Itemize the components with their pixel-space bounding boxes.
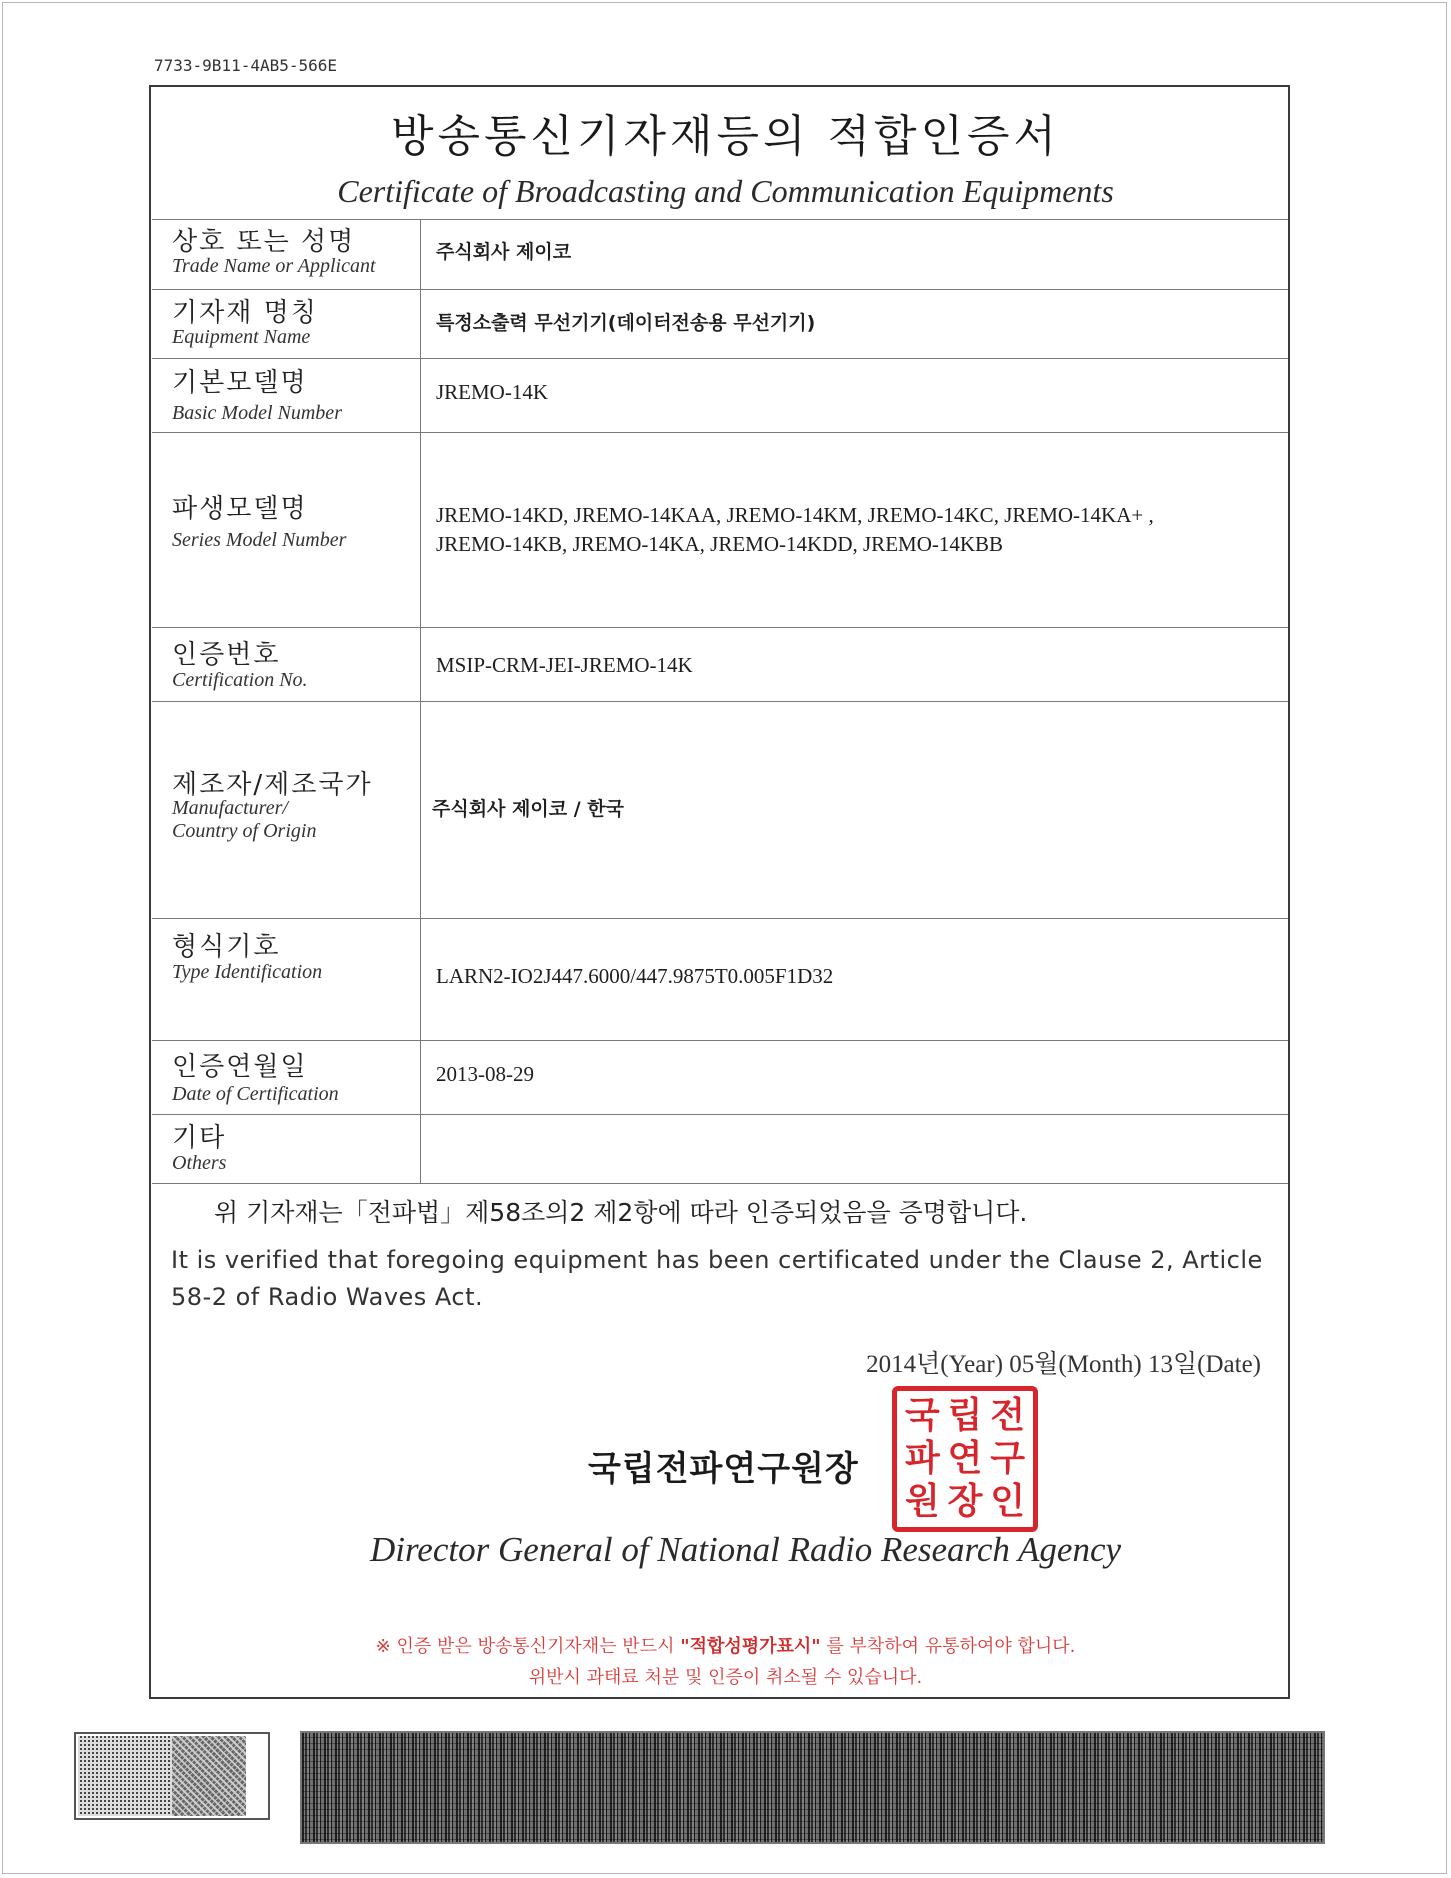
document-code: 7733-9B11-4AB5-566E (154, 56, 338, 75)
label-english-line1: Manufacturer/ (172, 797, 288, 819)
label-english: Series Model Number (172, 529, 347, 551)
label-english: Basic Model Number (172, 402, 342, 424)
seal-character: 장 (947, 1480, 983, 1522)
seal-character: 립 (947, 1395, 983, 1437)
row-divider (152, 432, 1288, 433)
label-english: Type Identification (172, 961, 323, 983)
certificate-title-korean: 방송통신기자재등의 적합인증서 (390, 111, 1061, 162)
security-barcode-image (300, 1731, 1325, 1844)
seal-character: 인 (990, 1480, 1026, 1522)
official-red-seal (892, 1386, 1038, 1532)
statement-korean: 위 기자재는「전파법」제58조의2 제2항에 따라 인증되었음을 증명합니다. (214, 1198, 1028, 1227)
notice-emphasis: "적합성평가표시" (680, 1636, 821, 1657)
notice-prefix: ※ 인증 받은 방송통신기자재는 반드시 (375, 1636, 681, 1657)
label-korean: 기본모델명 (172, 368, 308, 398)
row-divider (152, 289, 1288, 290)
seal-character: 연 (947, 1437, 983, 1479)
table-top-line (152, 219, 1288, 220)
series-model-value-line1: JREMO-14KD, JREMO-14KAA, JREMO-14KM, JREMO-14KC, JREMO-14KA+ , (436, 503, 1154, 527)
label-korean: 형식기호 (172, 932, 281, 962)
label-english: Trade Name or Applicant (172, 255, 376, 277)
label-english: Equipment Name (172, 326, 311, 348)
notice-line-1 (0, 1632, 1451, 1658)
certificate-title-english: Certificate of Broadcasting and Communication Equipments (337, 173, 1114, 209)
seal-character: 전 (990, 1395, 1026, 1437)
series-model-value-line2: JREMO-14KB, JREMO-14KA, JREMO-14KDD, JREMO-14KBB (436, 532, 1004, 556)
seal-character: 원 (904, 1480, 940, 1522)
label-korean: 파생모델명 (172, 494, 308, 524)
row-divider (152, 627, 1288, 628)
trade-name-value: 주식회사 제이코 (436, 241, 572, 263)
label-english-line2: Country of Origin (172, 820, 317, 842)
qr-pattern (78, 1736, 172, 1816)
row-divider (152, 1040, 1288, 1041)
qr-code-image (74, 1732, 270, 1820)
label-korean: 인증번호 (172, 640, 281, 670)
label-korean: 제조자/제조국가 (172, 770, 373, 800)
row-divider (152, 701, 1288, 702)
column-divider (420, 219, 421, 1183)
row-divider (152, 358, 1288, 359)
issuer-title-korean: 국립전파연구원장 (588, 1449, 859, 1489)
basic-model-value: JREMO-14K (436, 380, 549, 404)
row-divider (152, 1114, 1288, 1115)
label-korean: 인증연월일 (172, 1052, 308, 1082)
manufacturer-value: 주식회사 제이코 / 한국 (432, 798, 624, 820)
label-korean: 기자재 명칭 (172, 298, 318, 328)
type-identification-value: LARN2-IO2J447.6000/447.9875T0.005F1D32 (436, 964, 834, 988)
issuer-title-english: Director General of National Radio Research Agency (369, 1530, 1122, 1569)
certification-number-value: MSIP-CRM-JEI-JREMO-14K (436, 653, 693, 677)
label-korean: 상호 또는 성명 (172, 227, 356, 257)
notice-suffix: 를 부착하여 유통하여야 합니다. (820, 1636, 1076, 1657)
row-divider (152, 918, 1288, 919)
seal-character: 국 (904, 1395, 940, 1437)
label-english: Others (172, 1152, 227, 1174)
certification-date-value: 2013-08-29 (436, 1062, 534, 1086)
notice-line-2: 위반시 과태료 처분 및 인증이 취소될 수 있습니다. (528, 1667, 923, 1688)
seal-character: 구 (990, 1437, 1026, 1479)
label-english: Certification No. (172, 669, 308, 691)
qr-pattern-secondary (172, 1736, 246, 1816)
label-korean: 기타 (172, 1123, 227, 1153)
issue-date: 2014년(Year) 05월(Month) 13일(Date) (866, 1351, 1261, 1378)
equipment-name-value: 특정소출력 무선기기(데이터전송용 무선기기) (436, 312, 816, 334)
label-english: Date of Certification (172, 1083, 339, 1105)
table-bottom-line (152, 1183, 1288, 1184)
seal-character: 파 (904, 1437, 940, 1479)
statement-english: It is verified that foregoing equipment has been certificated under the Clause 2, Article 58-2 of Radio Waves Act. (171, 1246, 1263, 1311)
